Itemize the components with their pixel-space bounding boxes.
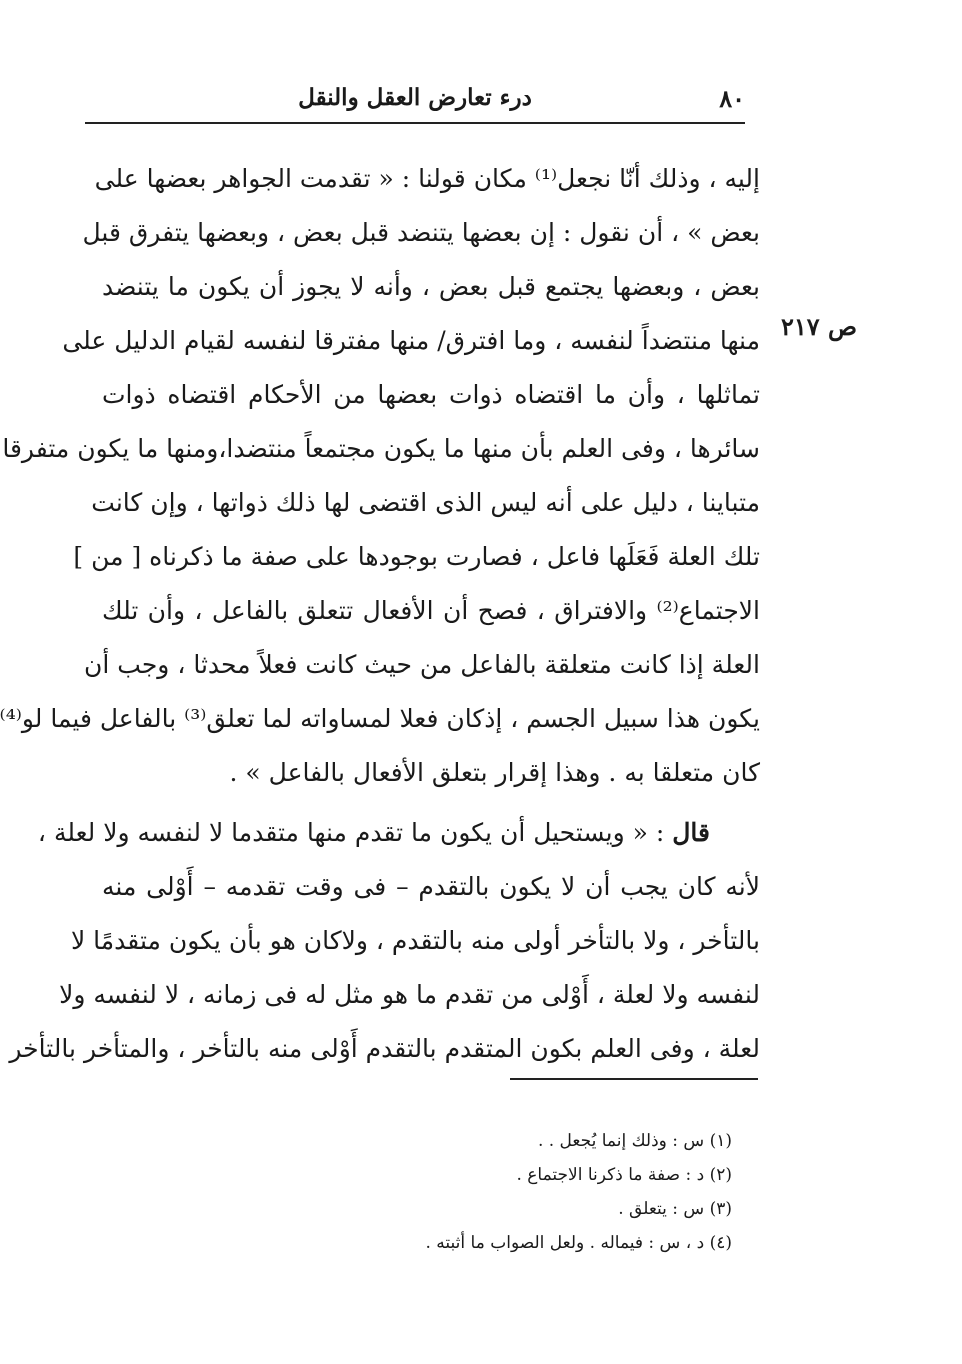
paragraph-2: [9, 806, 760, 1076]
footnote: (١) س : وذلك إنما يُجعل . .: [537, 1131, 732, 1151]
text-line: بعض ، وبعضها يجتمع قبل بعض ، وأنه لا يجوز أن يكون ما يتنضد: [102, 272, 760, 301]
page-number: ٨٠: [719, 84, 745, 113]
footnote: (٢) د : صفة ما ذكرنا الاجتماع .: [516, 1165, 732, 1185]
main-text: [0, 152, 760, 1076]
text-line: إليه ، وذلك أنّا نجعل⁽¹⁾ مكان قولنا : « تقدمت الجواهر بعضها على: [94, 164, 760, 193]
text-line: العلة إذا كانت متعلقة بالفاعل من حيث كانت فعلاً محدثا ، وجب أن: [84, 650, 760, 679]
text-line: كان متعلقا به . وهذا إقرار بتعلق الأفعال بالفاعل » .: [229, 758, 760, 787]
footnote-rule: [510, 1078, 758, 1080]
page-header: [85, 80, 745, 116]
text-line: الاجتماع⁽²⁾ والافتراق ، فصح أن الأفعال تتعلق بالفاعل ، وأن تلك: [102, 596, 760, 625]
text-line: يكون هذا سبيل الجسم ، إذكان فعلا لمساواته لما تعلق⁽³⁾ بالفاعل فيما لو⁽⁴⁾: [0, 704, 760, 733]
text-line-with-lead: [37, 806, 760, 860]
header-rule: [85, 122, 745, 124]
text-line: تماثلها ، وأن ما اقتضاه ذوات بعضها من الأحكام اقتضاه ذوات: [102, 380, 760, 409]
text-line: سائرها ، وفى العلم بأن منها ما يكون مجتمعاً منتضدا،ومنها ما يكون متفرقا: [2, 434, 760, 463]
paragraph-1: [0, 152, 760, 800]
text-line: منها منتضداً لنفسه ، وما افترق/ منها مفترقا لنفسه لقيام الدليل على: [62, 326, 760, 355]
text-line: لنفسه ولا لعلة ، أَوْلى من تقدم ما هو مثل له فى زمانه ، لا لنفسه ولا: [59, 980, 760, 1009]
text-line: تلك العلة فَعَلَها فاعل ، فصارت بوجودها على صفة ما ذكرناه [ من ]: [73, 542, 760, 571]
text-line: لأنه كان يجب أن لا يكون بالتقدم – فى وقت تقدمه – أَوْلى منه: [102, 872, 760, 901]
text-line: لعلة ، وفى العلم بكون المتقدم بالتقدم أَوْلى منه بالتأخر ، والمتأخر بالتأخر: [9, 1034, 760, 1063]
text-line: متباينا ، دليل على أنه ليس الذى اقتضى لها ذلك ذواتها ، وإن كانت: [91, 488, 760, 517]
footnote: (٤) د ، س : فيماله . ولعل الصواب ما أثبته .: [425, 1233, 732, 1253]
footnotes: [312, 1124, 732, 1260]
running-title: درء تعارض العقل والنقل: [298, 84, 532, 111]
text-line-rest: : « ويستحيل أن يكون ما تقدم منها متقدما لا لنفسه ولا لعلة ،: [37, 818, 673, 847]
lead-word: قال: [672, 818, 710, 847]
footnote: (٣) س : يتعلق .: [618, 1199, 732, 1219]
text-line: بعض » ، أن نقول : إن بعضها يتنضد قبل بعض ، وبعضها يتفرق قبل: [82, 218, 760, 247]
text-line: بالتأخر ، ولا بالتأخر أولى منه بالتقدم ، ولاكان هو بأن يكون متقدمًا لا: [70, 926, 760, 955]
margin-page-reference: ص ٢١٧: [780, 312, 857, 341]
